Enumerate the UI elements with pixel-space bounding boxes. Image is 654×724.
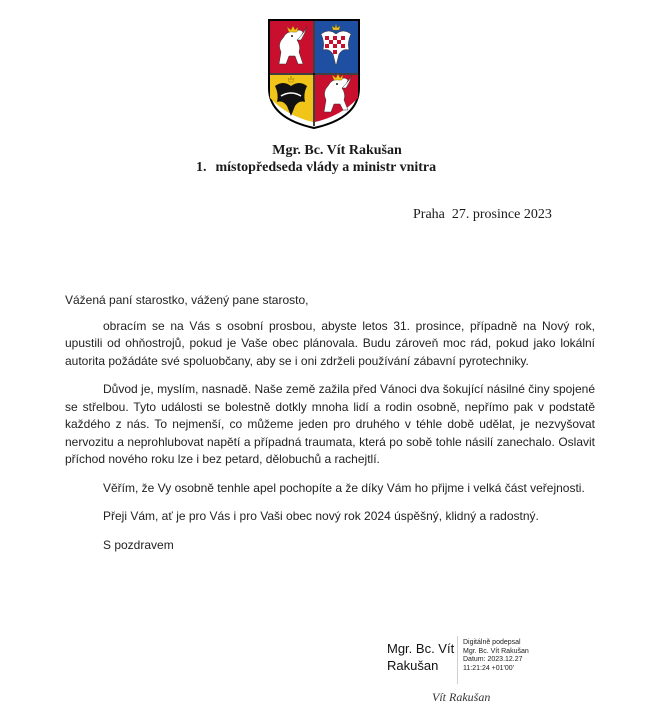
author-name: Mgr. Bc. Vít Rakušan bbox=[272, 143, 402, 158]
date: 27. prosince 2023 bbox=[451, 207, 552, 222]
author-role-title: místopředseda vlády a ministr vnitra bbox=[215, 160, 437, 175]
salutation: Vážená paní starostko, vážený pane starosto, bbox=[65, 293, 309, 307]
signer-name-line1: Mgr. Bc. Vít bbox=[387, 641, 455, 656]
czech-coat-of-arms-icon bbox=[267, 18, 361, 130]
signature-signer: Mgr. Bc. Vít Rakušan bbox=[463, 647, 529, 655]
signature-label: Digitálně podepsal bbox=[463, 639, 521, 646]
closing: S pozdravem bbox=[103, 537, 174, 552]
signature-date: Datum: 2023.12.27 bbox=[463, 656, 523, 663]
author-role-number: 1. bbox=[196, 160, 207, 175]
letter-body bbox=[65, 292, 595, 554]
paragraph: obracím se na Vás s osobní prosbou, abyste letos 31. prosince, případně na Nový rok, upustili od ohňostrojů, pokud je Vaše obec plánovala. Budu zároveň moc rád, pokud jako lokální autorita požádáte své spoluobčany, aby se i oni zdrželi používání zábavní pyrotechniky. bbox=[65, 318, 595, 368]
signer-name-line2: Rakušan bbox=[387, 658, 439, 673]
signature-details bbox=[463, 639, 529, 673]
signature-time: 11:21:24 +01'00' bbox=[463, 664, 515, 672]
author-role bbox=[196, 160, 436, 176]
signature-divider bbox=[457, 636, 458, 684]
place: Praha bbox=[413, 207, 445, 222]
handwritten-signature: Vít Rakušan bbox=[432, 690, 491, 704]
place-and-date bbox=[413, 207, 552, 223]
digital-signature bbox=[387, 636, 567, 696]
paragraph: Věřím, že Vy osobně tenhle apel pochopíte a že díky Vám ho přijme i velká část veřejnosti. bbox=[103, 480, 585, 495]
signer-name bbox=[387, 640, 457, 674]
paragraph: Důvod je, myslím, nasnadě. Naše země zažila před Vánoci dva šokující násilné činy spojené se střelbou. Tyto události se bolestně dotkly mnoha lidí a rodin osobně, nepřímo pak v podstatě každého z nás. To nejmenší, co můžeme jeden pro druhého v téhle době udělat, je nezvyšovat nervozitu a neprohlubovat napětí a případná traumata, která po sobě tohle násilí zanechalo. Oslavit příchod nového roku lze i bez petard, dělobuchů a rachejtlí. bbox=[65, 382, 595, 466]
paragraph: Přeji Vám, ať je pro Vás i pro Vaši obec nový rok 2024 úspěšný, klidný a radostný. bbox=[103, 509, 539, 523]
